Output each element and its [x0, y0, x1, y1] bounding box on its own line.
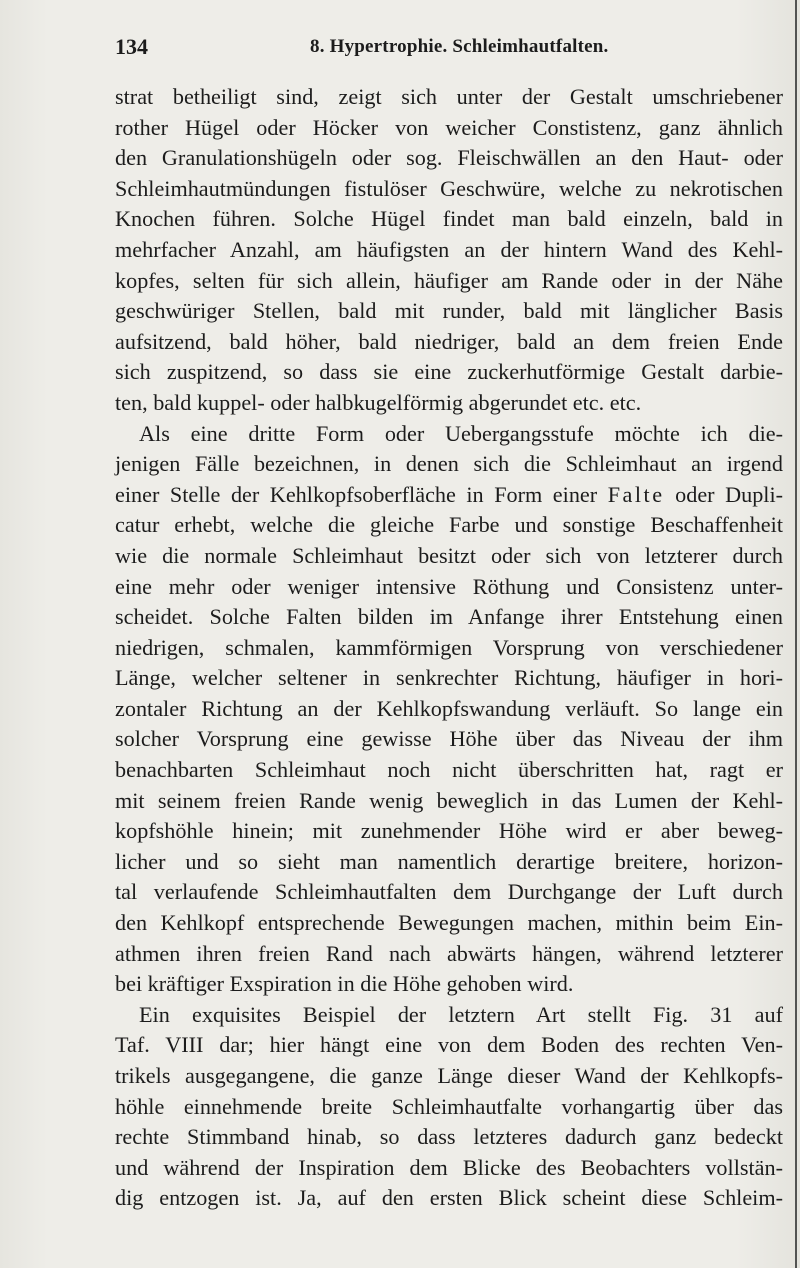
text-line: Länge, welcher seltener in senkrechter Richtung, häufiger in hori- [115, 665, 783, 691]
text-line: strat betheiligt sind, zeigt sich unter der Gestalt umschriebener [115, 84, 783, 109]
text-line: sich zuspitzend, so dass sie eine zuckerhutförmige Gestalt darbie- [115, 359, 783, 385]
text-line: trikels ausgegangene, die ganze Länge dieser Wand der Kehlkopfs- [115, 1063, 783, 1088]
text-line: rechte Stimmband hinab, so dass letzteres dadurch ganz bedeckt [115, 1124, 783, 1150]
text-line: bei kräftiger Exspiration in die Höhe gehoben wird. [115, 971, 574, 997]
text-line: höhle einnehmende breite Schleimhautfalte vorhangartig über das [115, 1093, 783, 1119]
text-line: geschwüriger Stellen, bald mit runder, bald mit länglicher Basis [115, 298, 783, 324]
emphasized-term: Falte [607, 481, 665, 507]
text-line: den Kehlkopf entsprechende Bewegungen machen, mithin beim Ein- [115, 910, 783, 936]
text-line: catur erhebt, welche die gleiche Farbe und sonstige Beschaffenheit [115, 512, 783, 538]
text-line: aufsitzend, bald höher, bald niedriger, bald an dem freien Ende [115, 328, 783, 354]
text-line: und während der Inspiration dem Blicke des Beobachters vollstän- [115, 1154, 783, 1180]
running-head [115, 34, 735, 64]
text-line-with-emphasis [115, 480, 783, 511]
text-fragment: einer Stelle der Kehlkopfsoberfläche in Form einer [115, 481, 598, 507]
text-line: Taf. VIII dar; hier hängt eine von dem Boden des rechten Ven- [115, 1032, 783, 1058]
text-line: rother Hügel oder Höcker von weicher Constistenz, ganz ähnlich [115, 114, 783, 140]
text-line: dig entzogen ist. Ja, auf den ersten Blick scheint diese Schleim- [115, 1185, 783, 1211]
text-line: Schleimhautmündungen fistulöser Geschwüre, welche zu nekrotischen [115, 175, 783, 201]
text-line: athmen ihren freien Rand nach abwärts hängen, während letzterer [115, 940, 783, 966]
text-line: Knochen führen. Solche Hügel findet man bald einzeln, bald in [115, 206, 783, 232]
text-line: licher und so sieht man namentlich derartige breitere, horizon- [115, 848, 783, 874]
text-line: benachbarten Schleimhaut noch nicht überschritten hat, ragt er [115, 757, 783, 783]
text-line: solcher Vorsprung eine gewisse Höhe über das Niveau der ihm [115, 726, 783, 752]
text-line: Als eine dritte Form oder Uebergangsstufe möchte ich die- [139, 420, 783, 446]
text-line: ten, bald kuppel- oder halbkugelförmig abgerundet etc. etc. [115, 389, 642, 415]
text-line: kopfshöhle hinein; mit zunehmender Höhe wird er aber beweg- [115, 818, 783, 844]
page-number: 134 [115, 34, 148, 59]
text-line: tal verlaufende Schleimhautfalten dem Durchgange der Luft durch [115, 879, 783, 905]
text-line: Ein exquisites Beispiel der letztern Art stellt Fig. 31 auf [139, 1001, 783, 1027]
body-text [115, 82, 783, 1214]
text-line: jenigen Fälle bezeichnen, in denen sich die Schleimhaut an irgend [115, 451, 783, 477]
text-line: kopfes, selten für sich allein, häufiger am Rande oder in der Nähe [115, 267, 783, 293]
text-line: zontaler Richtung an der Kehlkopfswandung verläuft. So lange ein [115, 695, 783, 721]
text-fragment: oder Dupli- [675, 481, 784, 507]
text-line: mit seinem freien Rande wenig beweglich in das Lumen der Kehl- [115, 787, 783, 813]
text-line: eine mehr oder weniger intensive Röthung und Consistenz unter- [115, 573, 783, 599]
text-line: mehrfacher Anzahl, am häufigsten an der hintern Wand des Kehl- [115, 236, 783, 262]
text-line: den Granulationshügeln oder sog. Fleischwällen an den Haut- oder [115, 145, 783, 171]
page-edge [795, 0, 797, 1268]
text-line: wie die normale Schleimhaut besitzt oder sich von letzterer durch [115, 542, 783, 568]
text-line: niedrigen, schmalen, kammförmigen Vorsprung von verschiedener [115, 634, 783, 660]
text-line: scheidet. Solche Falten bilden im Anfange ihrer Entstehung einen [115, 604, 783, 630]
chapter-title: 8. Hypertrophie. Schleimhautfalten. [310, 36, 609, 57]
